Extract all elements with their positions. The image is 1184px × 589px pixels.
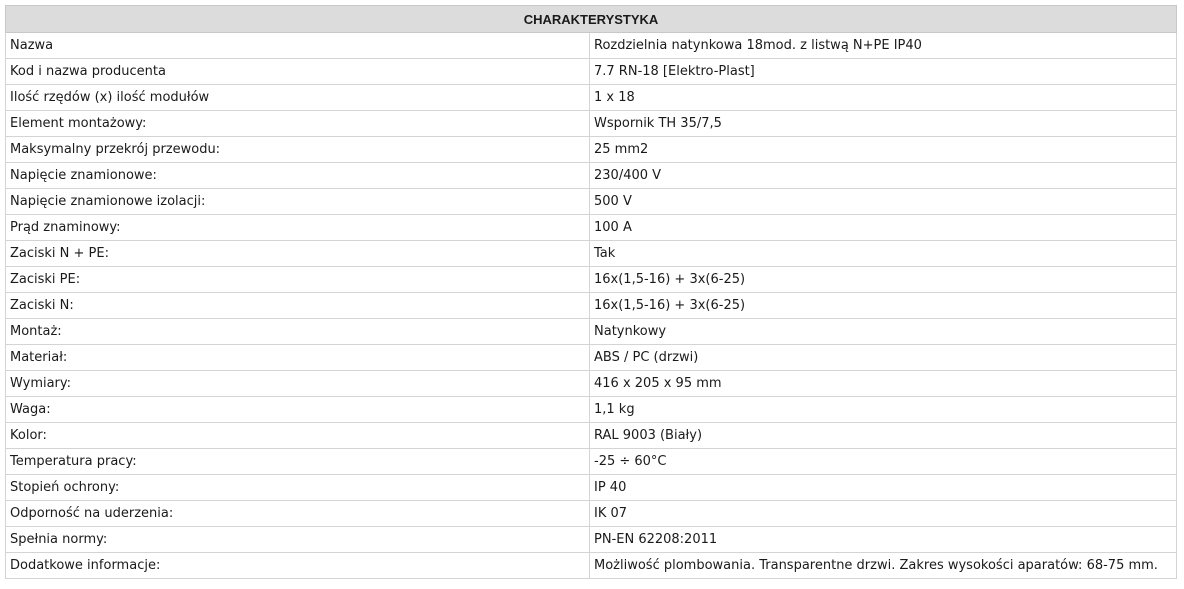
row-label: Dodatkowe informacje: xyxy=(6,553,590,579)
row-label: Ilość rzędów (x) ilość modułów xyxy=(6,85,590,111)
row-value: IK 07 xyxy=(590,501,1177,527)
table-row xyxy=(6,137,1177,163)
row-label: Temperatura pracy: xyxy=(6,449,590,475)
row-value: 1,1 kg xyxy=(590,397,1177,423)
row-label: Wymiary: xyxy=(6,371,590,397)
row-value: 7.7 RN-18 [Elektro-Plast] xyxy=(590,59,1177,85)
row-value: Wspornik TH 35/7,5 xyxy=(590,111,1177,137)
table-row xyxy=(6,371,1177,397)
table-row xyxy=(6,215,1177,241)
row-value: 416 x 205 x 95 mm xyxy=(590,371,1177,397)
table-row xyxy=(6,111,1177,137)
row-label: Kod i nazwa producenta xyxy=(6,59,590,85)
table-row xyxy=(6,501,1177,527)
table-row xyxy=(6,241,1177,267)
table-row xyxy=(6,293,1177,319)
table-row xyxy=(6,423,1177,449)
row-label: Kolor: xyxy=(6,423,590,449)
row-label: Nazwa xyxy=(6,33,590,59)
row-value: -25 ÷ 60°C xyxy=(590,449,1177,475)
table-row xyxy=(6,163,1177,189)
table-row xyxy=(6,449,1177,475)
table-heading: CHARAKTERYSTYKA xyxy=(6,6,1177,33)
row-value: RAL 9003 (Biały) xyxy=(590,423,1177,449)
row-label: Stopień ochrony: xyxy=(6,475,590,501)
table-row xyxy=(6,189,1177,215)
row-value: Możliwość plombowania. Transparentne drzwi. Zakres wysokości aparatów: 68-75 mm. xyxy=(590,553,1177,579)
row-value: Rozdzielnia natynkowa 18mod. z listwą N+PE IP40 xyxy=(590,33,1177,59)
table-row xyxy=(6,267,1177,293)
row-label: Waga: xyxy=(6,397,590,423)
row-label: Prąd znaminowy: xyxy=(6,215,590,241)
row-label: Element montażowy: xyxy=(6,111,590,137)
row-label: Maksymalny przekrój przewodu: xyxy=(6,137,590,163)
row-label: Montaż: xyxy=(6,319,590,345)
row-label: Zaciski N + PE: xyxy=(6,241,590,267)
row-label: Napięcie znamionowe: xyxy=(6,163,590,189)
row-value: Natynkowy xyxy=(590,319,1177,345)
row-value: Tak xyxy=(590,241,1177,267)
row-value: 230/400 V xyxy=(590,163,1177,189)
table-row xyxy=(6,527,1177,553)
row-value: 16x(1,5-16) + 3x(6-25) xyxy=(590,267,1177,293)
table-row xyxy=(6,345,1177,371)
table-header-row xyxy=(6,6,1177,33)
row-label: Zaciski N: xyxy=(6,293,590,319)
row-value: IP 40 xyxy=(590,475,1177,501)
row-value: 25 mm2 xyxy=(590,137,1177,163)
table-row xyxy=(6,553,1177,579)
row-label: Spełnia normy: xyxy=(6,527,590,553)
row-value: PN-EN 62208:2011 xyxy=(590,527,1177,553)
row-label: Zaciski PE: xyxy=(6,267,590,293)
table-row xyxy=(6,475,1177,501)
row-value: 500 V xyxy=(590,189,1177,215)
table-row xyxy=(6,59,1177,85)
row-value: 1 x 18 xyxy=(590,85,1177,111)
spec-table xyxy=(5,5,1177,579)
row-label: Napięcie znamionowe izolacji: xyxy=(6,189,590,215)
row-value: ABS / PC (drzwi) xyxy=(590,345,1177,371)
table-row xyxy=(6,33,1177,59)
row-label: Odporność na uderzenia: xyxy=(6,501,590,527)
row-label: Materiał: xyxy=(6,345,590,371)
table-row xyxy=(6,397,1177,423)
table-row xyxy=(6,85,1177,111)
table-row xyxy=(6,319,1177,345)
row-value: 100 A xyxy=(590,215,1177,241)
row-value: 16x(1,5-16) + 3x(6-25) xyxy=(590,293,1177,319)
